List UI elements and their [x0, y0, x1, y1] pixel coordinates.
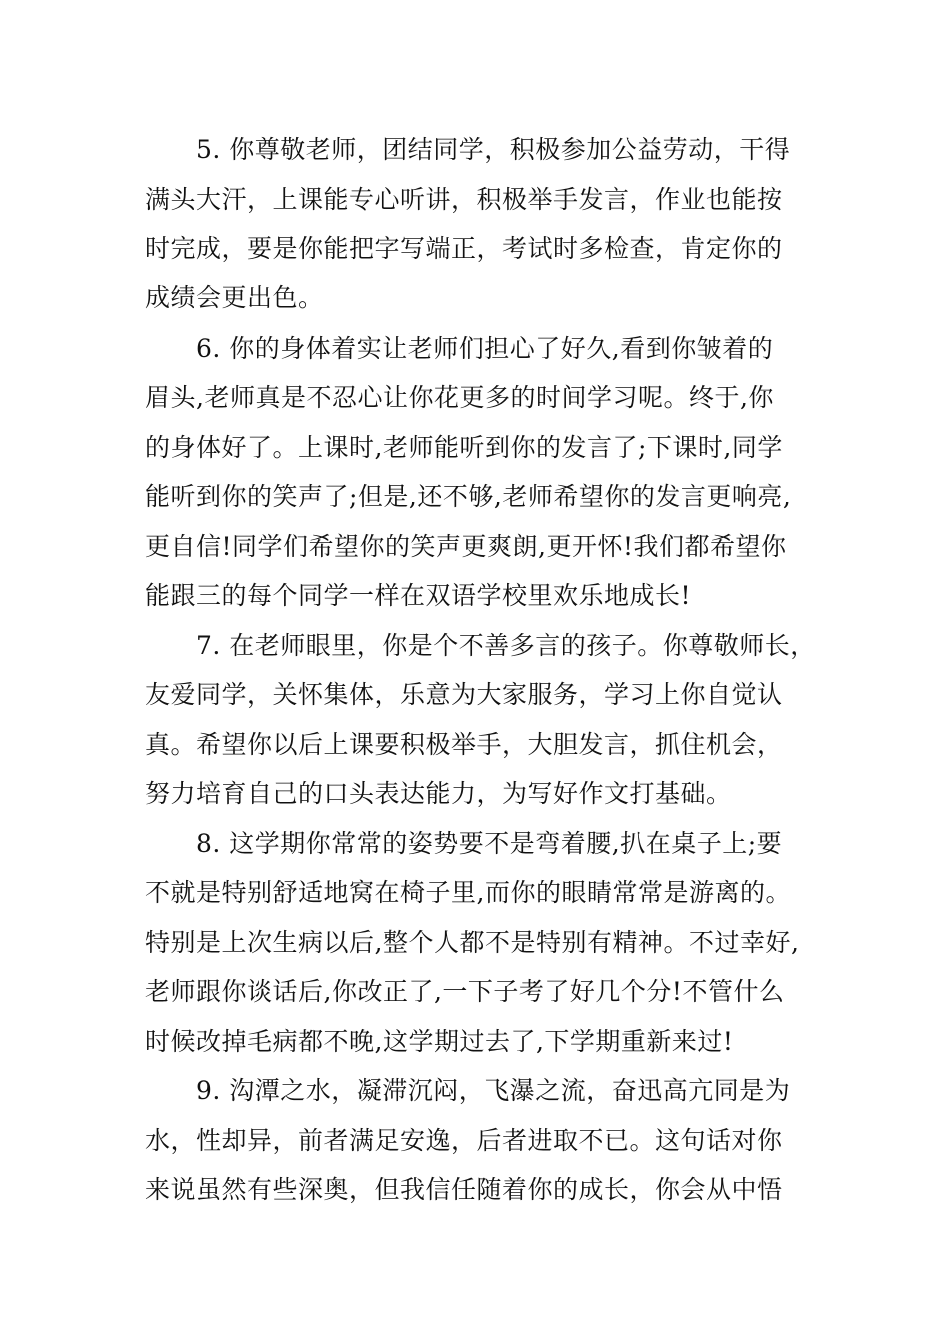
paragraph-8-line-4: 老师跟你谈话后,你改正了,一下子考了好几个分!不管什么 — [145, 977, 785, 1006]
paragraph-9-line-1: 9. 沟潭之水，凝滞沉闷，飞瀑之流，奋迅高亢同是为 — [196, 1076, 791, 1105]
paragraph-6-line-3: 的身体好了。上课时,老师能听到你的发言了;下课时,同学 — [145, 433, 783, 462]
paragraph-6-line-4: 能听到你的笑声了;但是,还不够,老师希望你的发言更响亮, — [145, 482, 792, 511]
paragraph-8-line-1: 8. 这学期你常常的姿势要不是弯着腰,扒在桌子上;要 — [196, 829, 783, 858]
paragraph-6-line-2: 眉头,老师真是不忍心让你花更多的时间学习呢。终于,你 — [145, 383, 774, 412]
paragraph-7-line-2: 友爱同学，关怀集体，乐意为大家服务，学习上你自觉认 — [145, 680, 783, 709]
paragraph-8-line-2: 不就是特别舒适地窝在椅子里,而你的眼睛常常是游离的。 — [145, 878, 791, 907]
paragraph-5-line-3: 时完成，要是你能把字写端正，考试时多检查，肯定你的 — [145, 234, 783, 263]
paragraph-6-line-6: 能跟三的每个同学一样在双语学校里欢乐地成长! — [145, 581, 692, 610]
paragraph-6-line-5: 更自信!同学们希望你的笑声更爽朗,更开怀!我们都希望你 — [145, 532, 787, 561]
paragraph-5-line-4: 成绩会更出色。 — [145, 283, 324, 312]
paragraph-7-line-3: 真。希望你以后上课要积极举手，大胆发言，抓住机会， — [145, 730, 783, 759]
paragraph-8-line-5: 时候改掉毛病都不晚,这学期过去了,下学期重新来过! — [145, 1027, 734, 1056]
paragraph-8-line-3: 特别是上次生病以后,整个人都不是特别有精神。不过幸好, — [145, 928, 800, 957]
paragraph-5-line-2: 满头大汗，上课能专心听讲，积极举手发言，作业也能按 — [145, 185, 783, 214]
paragraph-7-line-4: 努力培育自己的口头表达能力，为写好作文打基础。 — [145, 779, 732, 808]
paragraph-6-line-1: 6. 你的身体着实让老师们担心了好久,看到你皱着的 — [196, 334, 774, 363]
paragraph-5-line-1: 5. 你尊敬老师，团结同学，积极参加公益劳动，干得 — [196, 135, 791, 164]
paragraph-9-line-2: 水，性却异，前者满足安逸，后者进取不已。这句话对你 — [145, 1126, 783, 1155]
paragraph-9-line-3: 来说虽然有些深奥，但我信任随着你的成长，你会从中悟 — [145, 1175, 783, 1204]
paragraph-7-line-1: 7. 在老师眼里，你是个不善多言的孩子。你尊敬师长， — [196, 631, 816, 660]
